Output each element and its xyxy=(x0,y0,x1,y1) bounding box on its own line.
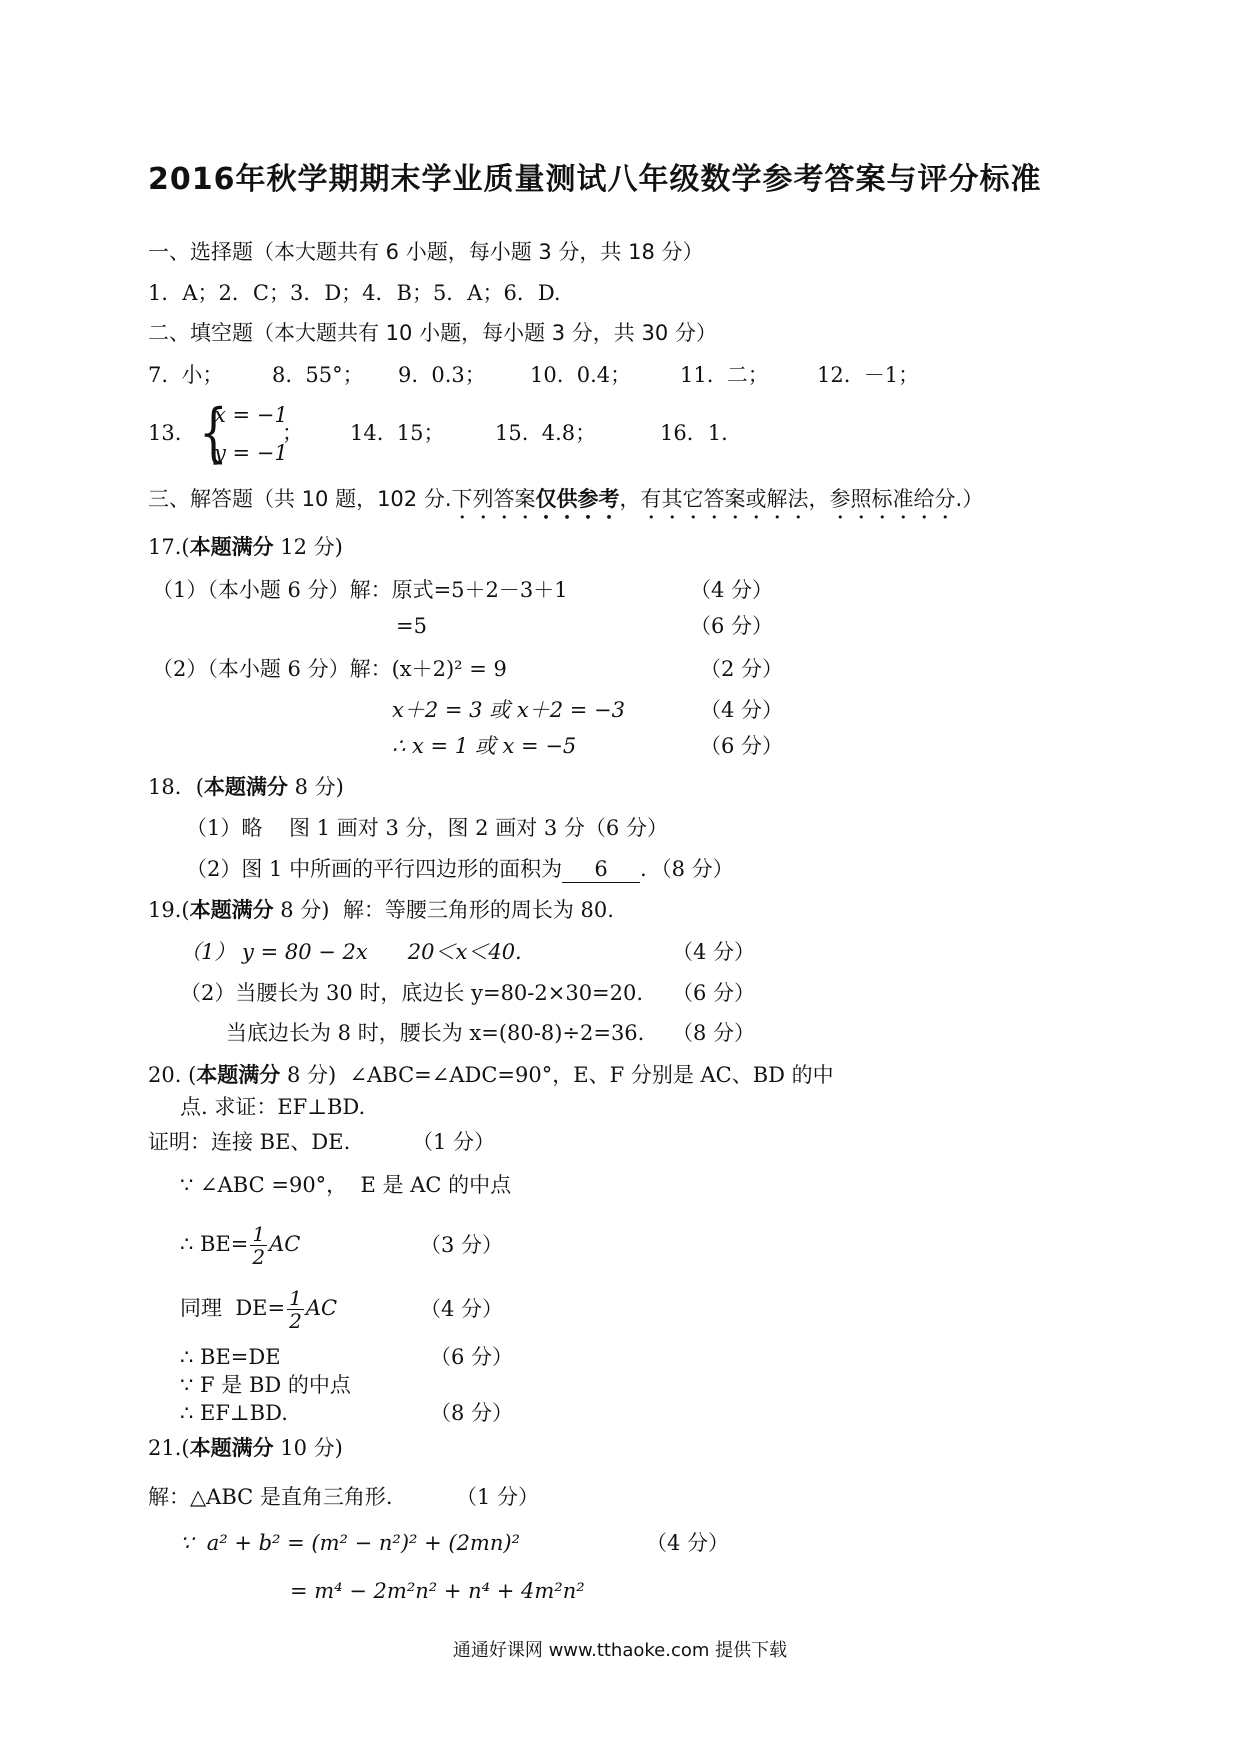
fill-answer-14: 14. 15； xyxy=(350,421,445,445)
q20-proof-line5-score: （6 分） xyxy=(430,1345,514,1369)
q18-part2-text: （2）图 1 中所画的平行四边形的面积为 xyxy=(186,857,563,881)
q17-part1-result-score: （6 分） xyxy=(690,614,774,638)
q20-proof-line3-score: （3 分） xyxy=(420,1233,504,1257)
q20-heading-line2: 点. 求证：EF⊥BD. xyxy=(180,1095,366,1119)
fill-answer-7: 7. 小； xyxy=(148,363,224,387)
q19-part3-score: （8 分） xyxy=(672,1021,756,1045)
section-3-heading-e: .） xyxy=(955,487,984,511)
q21-line1-score: （1 分） xyxy=(456,1485,540,1509)
q20-proof-line6: ∵ F 是 BD 的中点 xyxy=(180,1373,351,1397)
fill-answer-12: 12. －1； xyxy=(817,363,920,387)
q17-part2-result-score: （6 分） xyxy=(700,734,784,758)
q20-proof-line4-a: 同理 DE= xyxy=(180,1296,286,1320)
q19-heading-c: 8 分) 解：等腰三角形的周长为 80. xyxy=(273,898,614,922)
q17-part1: （1）（本小题 6 分）解：原式=5＋2－3＋1 xyxy=(152,578,568,602)
q21-heading xyxy=(148,1435,343,1461)
q18-part2-score: ．（8 分） xyxy=(640,857,734,881)
q18-heading-a: 18．( xyxy=(148,775,204,799)
q19-part3: 当底边长为 8 时，腰长为 x=(80-8)÷2=36. xyxy=(226,1021,645,1045)
q20-proof-line3-a: ∴ BE= xyxy=(180,1232,249,1256)
q21-heading-a: 21.( xyxy=(148,1436,190,1460)
q18-heading xyxy=(148,774,344,800)
q19-heading-a: 19.( xyxy=(148,898,190,922)
q20-heading-a: 20. ( xyxy=(148,1063,197,1087)
q20-proof-line4-b: AC xyxy=(305,1296,338,1320)
fill-answer-15: 15. 4.8； xyxy=(495,421,597,445)
section-3-heading-b: 下列答案 xyxy=(451,487,536,511)
system-brace-icon: { xyxy=(199,396,228,470)
q21-heading-c: 10 分) xyxy=(273,1436,343,1460)
q20-proof-line2: ∵ ∠ABC =90°， E 是 AC 的中点 xyxy=(180,1173,512,1197)
q20-heading-c: 8 分) ∠ABC=∠ADC=90°，E、F 分别是 AC、BD 的中 xyxy=(280,1063,834,1087)
section-2-heading: 二、填空题（本大题共有 10 小题，每小题 3 分，共 30 分） xyxy=(148,321,717,345)
q17-part2-step-score: （4 分） xyxy=(700,698,784,722)
q20-proof-line4-score: （4 分） xyxy=(420,1297,504,1321)
fill-answer-16: 16．1. xyxy=(660,421,728,445)
choice-answers: 1．A；2．C；3．D；4．B；5．A；6．D. xyxy=(148,281,561,305)
q20-proof-line3 xyxy=(180,1220,300,1268)
section-3-heading-c: 仅供参考 xyxy=(535,487,620,511)
fill-answer-13-x: x = −1 xyxy=(214,403,288,427)
fraction-numerator: 1 xyxy=(252,1222,266,1246)
q20-proof-line7: ∴ EF⊥BD. xyxy=(180,1401,288,1425)
fill-answer-10: 10. 0.4； xyxy=(530,363,632,387)
section-3-heading-d: ，有其它答案或解法，参照标准给分 xyxy=(619,487,956,511)
q19-heading xyxy=(148,897,614,923)
fill-answer-11: 11. 二； xyxy=(680,363,769,387)
fill-answer-8: 8. 55°； xyxy=(272,363,364,387)
q18-part2 xyxy=(186,856,734,883)
q17-part2-step: x＋2 = 3 或 x＋2 = −3 xyxy=(392,698,625,722)
q17-heading-c: 12 分) xyxy=(273,535,343,559)
fill-answer-13-label: 13. xyxy=(148,421,182,445)
q17-heading-a: 17.( xyxy=(148,535,190,559)
q20-heading-b: 本题满分 xyxy=(196,1063,281,1087)
q19-part2-score: （6 分） xyxy=(672,981,756,1005)
fraction-half xyxy=(250,1223,267,1268)
section-3-heading-a: 三、解答题（共 10 题，102 分. xyxy=(148,487,452,511)
q17-part2-score: （2 分） xyxy=(700,657,784,681)
fill-answer-13-end: ； xyxy=(282,421,303,445)
section-3-heading xyxy=(148,486,983,524)
q17-part2: （2）（本小题 6 分）解：(x＋2)² = 9 xyxy=(152,657,507,681)
q17-part1-result: =5 xyxy=(396,614,427,638)
q18-heading-b: 本题满分 xyxy=(203,775,288,799)
section-1-heading: 一、选择题（本大题共有 6 小题，每小题 3 分，共 18 分） xyxy=(148,240,704,264)
q20-heading xyxy=(148,1062,834,1088)
fill-answer-13-y: y = −1 xyxy=(214,441,288,465)
q18-part2-answer-blank: 6 xyxy=(562,856,640,883)
q20-proof-line7-score: （8 分） xyxy=(430,1401,514,1425)
q21-line2: ∵ a² + b² = (m² − n²)² + (2mn)² xyxy=(180,1531,520,1555)
q17-heading xyxy=(148,534,343,560)
q19-part1: （1） y = 80 − 2x 20＜x＜40. xyxy=(180,940,522,964)
q21-line1: 解：△ABC 是直角三角形. xyxy=(148,1485,393,1509)
q21-heading-b: 本题满分 xyxy=(189,1436,274,1460)
q18-part1: （1）略 图 1 画对 3 分，图 2 画对 3 分（6 分） xyxy=(186,816,668,840)
q20-proof-line5: ∴ BE=DE xyxy=(180,1345,281,1369)
footer-credit: 通通好课网 www.tthaoke.com 提供下载 xyxy=(452,1640,788,1661)
q20-proof-line1: 证明：连接 BE、DE. xyxy=(148,1130,351,1154)
q21-line2-score: （4 分） xyxy=(646,1531,730,1555)
fill-answer-9: 9. 0.3； xyxy=(398,363,486,387)
q19-part1-score: （4 分） xyxy=(672,940,756,964)
q18-heading-c: 8 分) xyxy=(287,775,344,799)
q19-part2: （2）当腰长为 30 时，底边长 y=80-2×30=20. xyxy=(180,981,644,1005)
fraction-numerator: 1 xyxy=(289,1286,302,1310)
fraction-denominator: 2 xyxy=(289,1309,302,1333)
q20-proof-line3-b: AC xyxy=(269,1232,301,1256)
page-title: 2016年秋学期期末学业质量测试八年级数学参考答案与评分标准 xyxy=(148,162,1042,197)
q20-proof-line1-score: （1 分） xyxy=(412,1130,496,1154)
q17-part2-result: ∴ x = 1 或 x = −5 xyxy=(392,734,577,758)
fraction-half xyxy=(287,1287,304,1332)
q20-proof-line4 xyxy=(180,1284,337,1332)
q21-line3: = m⁴ − 2m²n² + n⁴ + 4m²n² xyxy=(290,1579,585,1603)
q17-part1-score: （4 分） xyxy=(690,578,774,602)
q19-heading-b: 本题满分 xyxy=(189,898,274,922)
fraction-denominator: 2 xyxy=(252,1245,266,1269)
q17-heading-b: 本题满分 xyxy=(189,535,274,559)
